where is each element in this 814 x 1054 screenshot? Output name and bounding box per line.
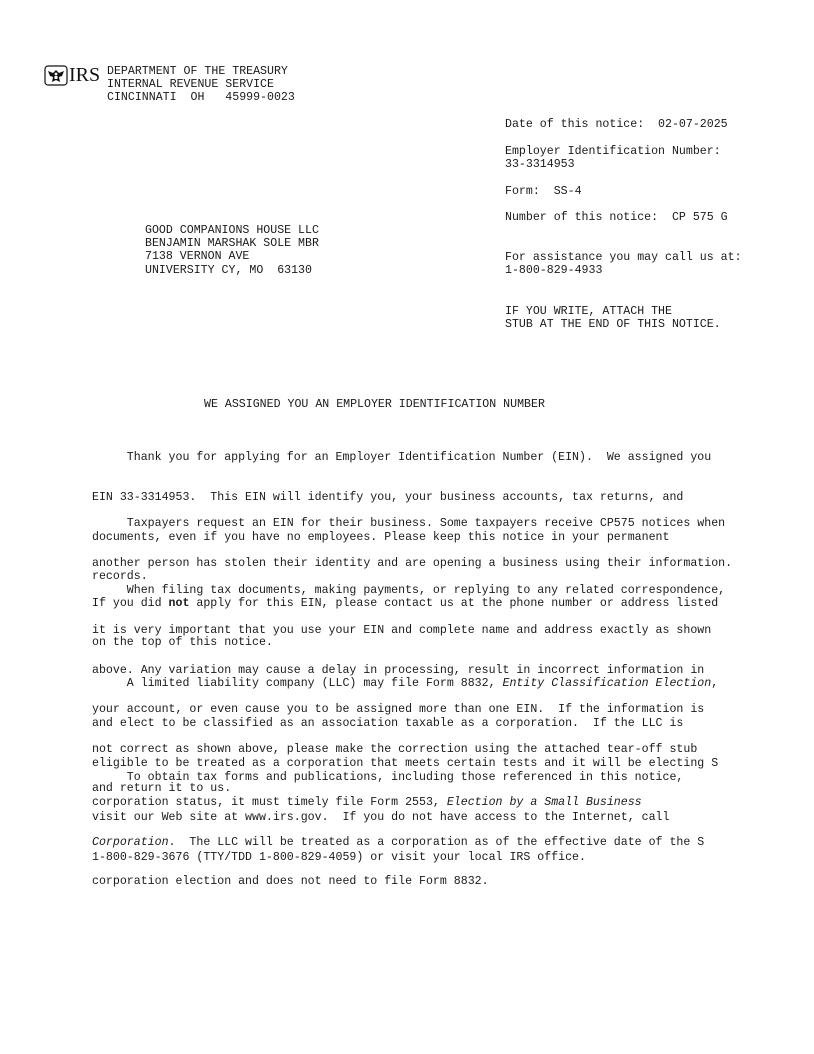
notice-date: Date of this notice: 02-07-2025 <box>505 118 728 131</box>
text-line: Taxpayers request an EIN for their business. Some taxpayers receive CP575 notices when <box>92 517 726 531</box>
ein-label: Employer Identification Number: <box>505 145 721 158</box>
agency-line: DEPARTMENT OF THE TREASURY <box>107 65 288 78</box>
text-span: . The LLC will be treated as a corporation as of the effective date of the S <box>168 835 705 849</box>
text-span: A limited liability company (LLC) may file Form 8832, <box>92 677 503 691</box>
text-line: and elect to be classified as an association taxable as a corporation. If the LLC is <box>92 717 684 731</box>
text-span: corporation status, it must timely file Form 2553, <box>92 796 447 810</box>
agency-address <box>107 65 295 105</box>
assistance-phone: 1-800-829-4933 <box>505 264 603 277</box>
form-type: Form: SS-4 <box>505 185 582 198</box>
text-line: EIN 33-3314953. This EIN will identify you, your business accounts, tax returns, and <box>92 491 684 505</box>
text-line: Thank you for applying for an Employer Identification Number (EIN). We assigned you <box>92 451 712 465</box>
text-line: another person has stolen their identity and are opening a business using their information. <box>92 557 733 571</box>
text-line: 1-800-829-3676 (TTY/TDD 1-800-829-4059) or visit your local IRS office. <box>92 850 586 864</box>
text-line: and return it to us. <box>92 782 232 796</box>
paragraph-tax-forms <box>92 745 683 890</box>
recipient-line: BENJAMIN MARSHAK SOLE MBR <box>145 237 319 251</box>
text-line: eligible to be treated as a corporation that meets certain tests and it will be electing S <box>92 756 719 770</box>
irs-logo-text: IRS <box>69 64 101 86</box>
irs-eagle-icon <box>44 65 68 86</box>
notice-info <box>505 118 742 331</box>
attach-instruction-1: IF YOU WRITE, ATTACH THE <box>505 305 672 318</box>
form-title: Entity Classification Election <box>502 677 712 691</box>
text-line: documents, even if you have no employees. Please keep this notice in your permanent <box>92 530 670 544</box>
ein-value: 33-3314953 <box>505 158 575 171</box>
recipient-line: GOOD COMPANIONS HOUSE LLC <box>145 224 319 237</box>
text-line: records. <box>92 570 148 584</box>
text-span: If you did <box>92 596 169 610</box>
text-line: it is very important that you use your EIN and complete name and address exactly as shown <box>92 624 712 638</box>
recipient-line: 7138 VERNON AVE <box>145 250 250 264</box>
agency-line: CINCINNATI OH 45999-0023 <box>107 91 295 105</box>
text-line: visit our Web site at www.irs.gov. If you do not have access to the Internet, call <box>92 811 670 825</box>
text-line <box>92 677 718 690</box>
notice-number: Number of this notice: CP 575 G <box>505 211 728 224</box>
text-line: not correct as shown above, please make the correction using the attached tear-off stub <box>92 742 698 756</box>
attach-instruction-2: STUB AT THE END OF THIS NOTICE. <box>505 318 721 331</box>
form-title: Corporation <box>92 835 169 849</box>
text-line: on the top of this notice. <box>92 636 273 650</box>
emphasis-not: not <box>168 596 190 610</box>
text-line: When filing tax documents, making payments, or replying to any related correspondence, <box>92 584 726 598</box>
text-line: corporation election and does not need to file Form 8832. <box>92 875 489 889</box>
recipient-address <box>145 224 319 277</box>
text-span: , <box>711 677 719 691</box>
text-line: above. Any variation may cause a delay in processing, result in incorrect information in <box>92 663 705 677</box>
text-span: apply for this EIN, please contact us at the phone number or address listed <box>189 596 719 610</box>
agency-line: INTERNAL REVENUE SERVICE <box>107 78 274 92</box>
irs-logo <box>44 64 106 86</box>
notice-heading: WE ASSIGNED YOU AN EMPLOYER IDENTIFICATION NUMBER <box>204 398 545 411</box>
form-title: Election by a Small Business <box>446 796 642 810</box>
recipient-line: UNIVERSITY CY, MO 63130 <box>145 263 312 277</box>
text-line: To obtain tax forms and publications, including those referenced in this notice, <box>92 771 684 785</box>
text-line: your account, or even cause you to be assigned more than one EIN. If the information is <box>92 703 705 717</box>
assistance-label: For assistance you may call us at: <box>505 251 742 264</box>
